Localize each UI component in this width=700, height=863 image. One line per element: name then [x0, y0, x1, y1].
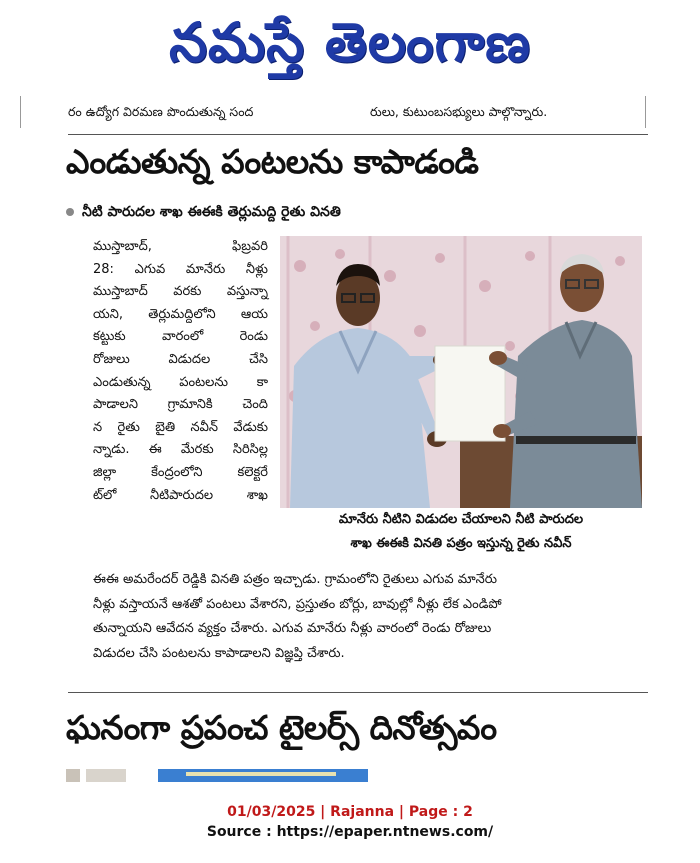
body-line: నీళ్లు వస్తాయనే ఆశతో పంటలు వేశారని, ప్రస్తుతం బోర్లు, బావుల్లో నీళ్లు లేక ఎండిపో — [93, 596, 502, 612]
body-line: ఈఈ అమరేందర్ రెడ్డికి వినతి పత్రం ఇచ్చాడు. గ్రామంలోని రైతులు ఎగువ మానేరు — [93, 572, 498, 587]
next-story-headline: ఘనంగా ప్రపంచ టైలర్స్ దినోత్సవం — [66, 708, 497, 747]
article-photo — [280, 236, 642, 508]
body-line: యని, తెర్లుమద్దిలోని ఆయ — [93, 306, 268, 322]
previous-story-text: రులు, కుటుంబసభ్యులు పాల్గొన్నారు. — [370, 104, 548, 119]
body-line: ముస్తాబాద్ వరకు వస్తున్నా — [93, 284, 268, 300]
body-line: ముస్తాబాద్, ఫిబ్రవరి — [93, 239, 268, 254]
caption-line: శాఖ ఈఈకి వినతి పత్రం ఇస్తున్న రైతు నవీన్ — [350, 536, 572, 551]
article-headline: ఎండుతున్న పంటలను కాపాడండి — [66, 142, 479, 181]
article-body-column — [93, 236, 268, 507]
article-subheadline — [66, 204, 341, 223]
body-line: తున్నాయని ఆవేదన వ్యక్తం చేశారు. ఎగువ మానేరు నీళ్లు వారంలో రెండు రోజులు — [93, 621, 492, 636]
article-body-continued — [93, 568, 653, 666]
column-rule — [20, 96, 21, 128]
body-line: పాడాలని గ్రామానికి చెంది — [93, 397, 268, 413]
body-line: ఎండుతున్న పంటలను కా — [93, 374, 268, 390]
body-line: రోజులు విడుదల చేసి — [93, 351, 268, 367]
next-story-photo-strip — [66, 768, 646, 782]
footer-date-edition: 01/03/2025 | Rajanna | Page : 2 — [227, 804, 473, 820]
story-divider — [68, 692, 648, 693]
body-line: 28: ఎగువ మానేరు నీళ్లు — [93, 261, 268, 277]
caption-line: మానేరు నీటిని విడుదల చేయాలని నీటి పారుదల — [338, 512, 584, 527]
body-line: కట్టుకు వారంలో రెండు — [93, 329, 268, 345]
subheadline-text: నీటి పారుదల శాఖ ఈఈకి తెర్లుమద్ది రైతు వినతి — [82, 204, 341, 220]
body-line: విడుదల చేసి పంటలను కాపాడాలని విజ్ఞప్తి చేశారు. — [93, 645, 345, 661]
column-rule — [645, 96, 646, 128]
body-line: న రైతు బైతి నవీన్ వేడుకు — [93, 419, 268, 435]
previous-story-text: రం ఉద్యోగ విరమణ పొందుతున్న సంద — [68, 104, 254, 119]
body-line: న్నాడు. ఈ మేరకు సిరిసిల్ల — [93, 442, 268, 458]
masthead-title: నమస్తే తెలంగాణ — [169, 11, 531, 74]
bullet-icon — [66, 208, 74, 216]
story-divider — [68, 134, 648, 135]
footer-source: Source : https://epaper.ntnews.com/ — [206, 824, 494, 840]
photo-caption — [280, 508, 642, 560]
body-line: ట్‌లో నీటిపారుదల శాఖ — [93, 487, 268, 503]
body-line: జిల్లా కేంద్రంలోని కలెక్టరే — [93, 464, 268, 480]
